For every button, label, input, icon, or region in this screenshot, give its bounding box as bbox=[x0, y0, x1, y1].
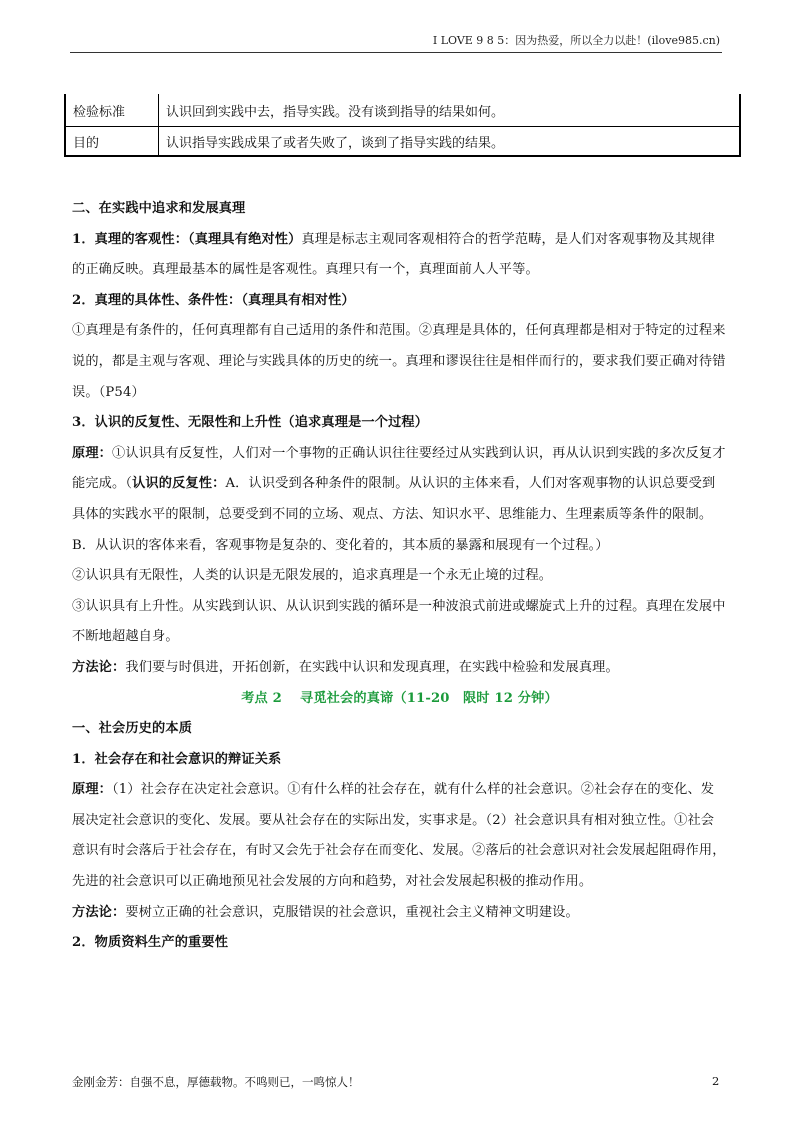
header-slogan: I LOVE 9 8 5：因为热爱，所以全力以赴！(ilove985.cn) bbox=[432, 34, 720, 47]
paragraph-principle bbox=[72, 775, 727, 897]
paragraph-ascending: ③认识具有上升性。从实践到认识、从认识到实践的循环是一种波浪式前进或螺旋式上升的过程。真理在发展中不断地超越自身。 bbox=[72, 598, 726, 645]
row-label: 检验标准 bbox=[65, 94, 159, 127]
paragraph-truth-objectivity bbox=[72, 225, 727, 286]
paragraph-text: A．认识受到各种条件的限制。从认识的主体来看，人们对客观事物的认识总要受到具体的实践水平的限制，总要受到不同的立场、观点、方法、知识水平、思维能力、生理素质等条件的限制。B．从认识的客体来看，客观事物是复杂的、变化着的，其本质的暴露和展现有一个过程。） bbox=[72, 476, 716, 553]
methodology-label: 方法论： bbox=[72, 904, 126, 920]
row-value: 认识指导实践成果了或者失败了，谈到了指导实践的结果。 bbox=[159, 127, 741, 157]
paragraph-text: ①认识具有反复性，人们对一个事物的正确认识往往要经过从实践到认识，再从认识到实践的多次反复才能完成。（ bbox=[72, 445, 726, 492]
exam-point-heading: 考点 2 寻觅社会的真谛（11-20 限时 12 分钟） bbox=[241, 690, 558, 706]
paragraph-text: （1）社会存在决定社会意识。①有什么样的社会存在，就有什么样的社会意识。②社会存在的变化、发展决定社会意识的变化、发展。要从社会存在的实际出发，实事求是。（2）社会意识具有相对独立性。①社会意识有时会落后于社会存在，有时又会先于社会存在而变化、发展。②落后的社会意识对社会发展起阻碍作用，先进的社会意识可以正确地预见社会发展的方向和趋势，对社会发展起积极的推动作用。 bbox=[72, 782, 726, 890]
bold-term: 认识的反复性： bbox=[132, 476, 226, 492]
principle-label: 原理： bbox=[72, 445, 113, 461]
paragraph-methodology bbox=[72, 653, 727, 684]
main-content bbox=[72, 194, 727, 959]
paragraph-lead: 1．真理的客观性：（真理具有绝对性） bbox=[72, 231, 302, 247]
paragraph-infinity: ②认识具有无限性，人类的认识是无限发展的，追求真理是一个永无止境的过程。 bbox=[72, 568, 553, 584]
footer-motto: 金刚金芳：自强不息，厚德载物。不鸣则已，一鸣惊人！ bbox=[72, 1075, 360, 1089]
section-heading: 一、社会历史的本质 bbox=[72, 721, 193, 737]
page-number: 2 bbox=[712, 1074, 720, 1088]
section-heading: 二、在实践中追求和发展真理 bbox=[72, 201, 246, 216]
paragraph-text: 要树立正确的社会意识，克服错误的社会意识，重视社会主义精神文明建设。 bbox=[125, 904, 579, 920]
comparison-table bbox=[64, 94, 741, 157]
paragraph-text: 真理是标志主观同客观相符合的哲学范畴，是人们对客观事物及其规律的正确反映。真理最基本的属性是客观性。真理只有一个，真理面前人人平等。 bbox=[72, 231, 715, 278]
paragraph-principle bbox=[72, 439, 727, 561]
principle-label: 原理： bbox=[72, 782, 113, 798]
subsection-heading: 2．真理的具体性、条件性：（真理具有相对性） bbox=[72, 292, 355, 308]
paragraph-truth-conditionality: ①真理是有条件的，任何真理都有自己适用的条件和范围。②真理是具体的，任何真理都是相对于特定的过程来说的，都是主观与客观、理论与实践具体的历史的统一。真理和谬误往往是相伴而行的，要求我们要正确对待错误。（P54） bbox=[72, 323, 726, 400]
table-row bbox=[65, 127, 740, 157]
subsection-heading: 3．认识的反复性、无限性和上升性（追求真理是一个过程） bbox=[72, 415, 429, 431]
row-label: 目的 bbox=[65, 127, 159, 157]
subsection-heading: 2．物质资料生产的重要性 bbox=[72, 935, 229, 951]
paragraph-text: 我们要与时俱进，开拓创新，在实践中认识和发现真理，在实践中检验和发展真理。 bbox=[125, 659, 619, 675]
row-value: 认识回到实践中去，指导实践。没有谈到指导的结果如何。 bbox=[159, 94, 741, 127]
page-header bbox=[70, 26, 722, 53]
paragraph-methodology bbox=[72, 898, 727, 929]
table-row bbox=[65, 94, 740, 127]
methodology-label: 方法论： bbox=[72, 659, 126, 675]
subsection-heading: 1．社会存在和社会意识的辩证关系 bbox=[72, 751, 282, 767]
